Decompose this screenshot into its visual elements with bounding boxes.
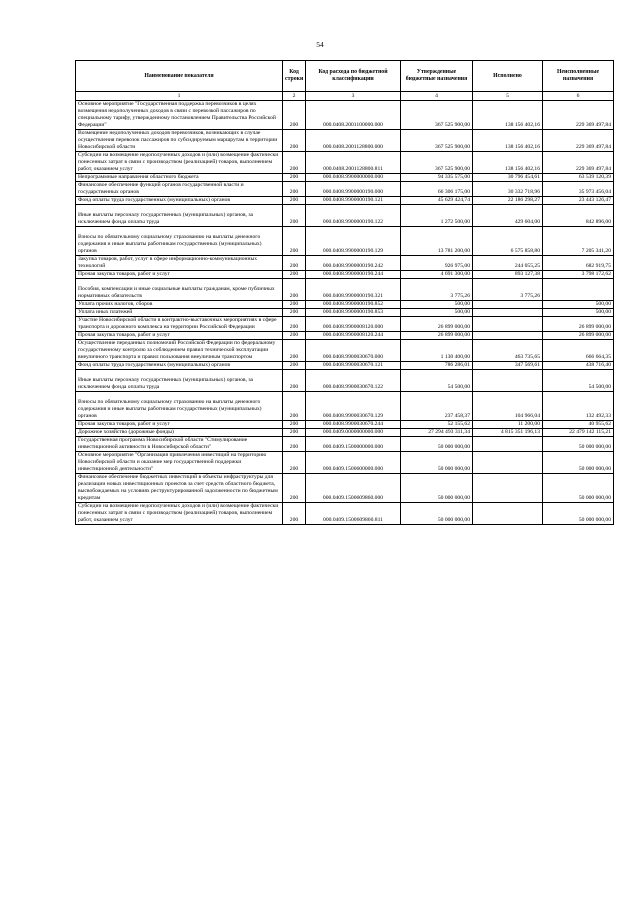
row-unexecuted: 229 369 497,84 [543,101,614,130]
row-approved: 367 525 900,00 [401,101,473,130]
row-code: 200 [283,370,306,392]
table-row [76,503,614,525]
row-approved: 50 000 000,00 [401,452,473,474]
table-row [76,279,614,301]
row-executed: 4 815 351 196,13 [473,429,543,437]
row-approved: 13 781 200,00 [401,227,473,256]
row-approved: 4 691 300,00 [401,271,473,279]
row-kbk: 000.0408.2001128800.811 [306,152,401,174]
table-body [76,101,614,525]
row-executed [473,452,543,474]
row-kbk: 000.0409.1500609860.000 [306,474,401,503]
header-kbk: Код расхода по бюджетной классификации [306,61,401,92]
row-approved: 237 458,37 [401,392,473,421]
row-name: Взносы по обязательному социальному страхованию на выплаты денежного содержания и иные выплаты работникам государственных (муниципальных) органов [76,392,283,421]
row-name: Возмещение недополученных доходов перевозчиков, возникающих в случае осуществления перевозок пассажиров по субсидируемым маршрутам в территории Новосибирской области [76,130,283,152]
table-row [76,317,614,332]
row-approved: 3 775,26 [401,279,473,301]
table-row [76,332,614,340]
row-kbk: 000.0408.9900000190.129 [306,227,401,256]
row-kbk: 000.0408.9900000190.122 [306,205,401,227]
row-name: Непрограммные направления областного бюджета [76,174,283,182]
row-approved: 50 000 000,00 [401,437,473,452]
row-executed [473,332,543,340]
row-executed [473,309,543,317]
table-row [76,130,614,152]
row-code: 200 [283,271,306,279]
row-executed [473,317,543,332]
row-executed: 347 569,61 [473,362,543,370]
row-kbk: 000.0408.9900000190.321 [306,279,401,301]
row-executed: 6 575 858,80 [473,227,543,256]
row-name: Осуществление переданных полномочий Российской Федерации по федеральному государственному контролю за соблюдением правил технической эксплуатации внеуличного транспорта и правил пользования внеуличным транспортом [76,340,283,362]
column-number: 2 [283,92,306,101]
row-kbk: 000.0408.2001100000.000 [306,101,401,130]
row-executed: 22 186 298,27 [473,197,543,205]
header-unexecuted: Неисполненные назначения [543,61,614,92]
row-unexecuted: 438 716,40 [543,362,614,370]
row-unexecuted: 40 955,62 [543,421,614,429]
row-name: Участие Новосибирской области в контрактно-выставочных мероприятиях в сфере транспорта и дорожного комплекса на территории Российской Федерации [76,317,283,332]
row-code: 200 [283,340,306,362]
row-unexecuted: 500,00 [543,301,614,309]
row-approved: 26 899 000,00 [401,332,473,340]
row-name: Фонд оплаты труда государственных (муниципальных) органов [76,197,283,205]
row-unexecuted: 842 896,00 [543,205,614,227]
row-unexecuted: 54 500,00 [543,370,614,392]
row-kbk: 000.0408.9900008120.000 [306,317,401,332]
row-executed [473,503,543,525]
table-header-row [76,61,614,92]
row-approved: 786 286,01 [401,362,473,370]
row-name: Финансовое обеспечение функций органов государственной власти и государственных органов [76,182,283,197]
row-code: 200 [283,279,306,301]
row-code: 200 [283,182,306,197]
row-name: Уплата иных платежей [76,309,283,317]
row-kbk: 000.0408.9900000190.852 [306,301,401,309]
row-unexecuted: 63 539 120,39 [543,174,614,182]
row-code: 200 [283,421,306,429]
row-approved: 500,00 [401,301,473,309]
table-row [76,370,614,392]
row-code: 200 [283,197,306,205]
table-row [76,197,614,205]
row-unexecuted: 229 369 497,84 [543,130,614,152]
row-code: 200 [283,101,306,130]
row-approved: 52 155,62 [401,421,473,429]
row-kbk: 000.0408.9900030670.244 [306,421,401,429]
row-kbk: 000.0408.9900000190.853 [306,309,401,317]
row-executed: 463 735,65 [473,340,543,362]
row-name: Иные выплаты персоналу государственных (муниципальных) органов, за исключением фонда оплаты труда [76,370,283,392]
column-number: 4 [401,92,473,101]
row-executed: 138 156 402,16 [473,130,543,152]
row-name: Финансовое обеспечение бюджетных инвестиций в объекты инфраструктуры для реализации новых инвестиционных проектов за счет средств областного бюджета, высвобождаемых на условиях реструктурированной задолженности по бюджетным кредитам [76,474,283,503]
table-row [76,474,614,503]
row-unexecuted: 7 205 341,20 [543,227,614,256]
row-unexecuted: 50 000 000,00 [543,503,614,525]
row-code: 200 [283,503,306,525]
row-code: 200 [283,309,306,317]
row-unexecuted: 50 000 000,00 [543,452,614,474]
row-kbk: 000.0408.9900030670.122 [306,370,401,392]
row-name: Государственная программа Новосибирской области "Стимулирование инвестиционной активности в Новосибирской области" [76,437,283,452]
row-kbk: 000.0408.9900000190.242 [306,256,401,271]
budget-execution-table [75,60,614,525]
row-kbk: 000.0408.9900030670.000 [306,340,401,362]
row-kbk: 000.0408.9900000000.000 [306,174,401,182]
row-executed: 30 332 718,96 [473,182,543,197]
row-unexecuted: 26 899 000,00 [543,317,614,332]
column-number: 5 [473,92,543,101]
row-executed: 3 775,26 [473,279,543,301]
row-name: Уплата прочих налогов, сборов [76,301,283,309]
row-name: Прочая закупка товаров, работ и услуг [76,421,283,429]
table-row [76,301,614,309]
row-name: Субсидии на возмещение недополученных доходов и (или) возмещение фактически понесенных затрат в связи с производством (реализацией) товаров, выполнением работ, оказанием услуг [76,152,283,174]
table-row [76,437,614,452]
row-unexecuted: 35 973 456,04 [543,182,614,197]
row-approved: 66 306 175,00 [401,182,473,197]
column-number: 6 [543,92,614,101]
row-kbk: 000.0409.0000000000.000 [306,429,401,437]
row-code: 200 [283,174,306,182]
row-name: Дорожное хозяйство (дорожные фонды) [76,429,283,437]
header-executed: Исполнено [473,61,543,92]
row-unexecuted: 50 000 000,00 [543,474,614,503]
column-number: 3 [306,92,401,101]
row-unexecuted [543,279,614,301]
row-unexecuted: 3 798 172,62 [543,271,614,279]
table-row [76,271,614,279]
row-kbk: 000.0409.1500609860.811 [306,503,401,525]
row-approved: 50 000 000,00 [401,474,473,503]
row-name: Субсидии на возмещение недополученных доходов и (или) возмещение фактически понесенных затрат в связи с производством (реализацией) товаров, выполнением работ, оказанием услуг [76,503,283,525]
row-executed: 138 156 402,16 [473,152,543,174]
row-unexecuted: 500,00 [543,309,614,317]
row-unexecuted: 23 443 126,47 [543,197,614,205]
table-row [76,362,614,370]
row-executed: 893 127,38 [473,271,543,279]
row-kbk: 000.0408.9900008120.244 [306,332,401,340]
row-executed: 138 156 402,16 [473,101,543,130]
row-approved: 1 272 500,00 [401,205,473,227]
row-approved: 54 500,00 [401,370,473,392]
row-code: 200 [283,452,306,474]
header-code: Код строки [283,61,306,92]
row-unexecuted: 26 899 000,00 [543,332,614,340]
row-code: 200 [283,130,306,152]
header-name: Наименование показателя [76,61,283,92]
row-code: 200 [283,301,306,309]
row-approved: 94 335 575,00 [401,174,473,182]
row-name: Иные выплаты персоналу государственных (муниципальных) органов, за исключением фонда оплаты труда [76,205,283,227]
row-kbk: 000.0408.9900030670.121 [306,362,401,370]
row-name: Прочая закупка товаров, работ и услуг [76,271,283,279]
row-code: 200 [283,317,306,332]
row-code: 200 [283,437,306,452]
column-number: 1 [76,92,283,101]
row-executed: 104 966,04 [473,392,543,421]
row-approved: 26 899 000,00 [401,317,473,332]
row-code: 200 [283,227,306,256]
row-code: 200 [283,392,306,421]
table-row [76,392,614,421]
row-executed [473,370,543,392]
row-unexecuted: 666 664,35 [543,340,614,362]
table-row [76,340,614,362]
row-executed [473,474,543,503]
table-row [76,256,614,271]
table-row [76,452,614,474]
row-code: 200 [283,429,306,437]
row-approved: 1 130 400,00 [401,340,473,362]
page-number: 54 [316,40,324,49]
row-code: 200 [283,362,306,370]
row-executed: 30 796 454,61 [473,174,543,182]
row-name: Пособия, компенсации и иные социальные выплаты гражданам, кроме публичных нормативных обязательств [76,279,283,301]
row-kbk: 000.0408.9900000190.000 [306,182,401,197]
row-approved: 45 629 424,74 [401,197,473,205]
row-code: 200 [283,474,306,503]
row-approved: 926 975,00 [401,256,473,271]
row-executed [473,301,543,309]
table-row [76,152,614,174]
header-approved: Утвержденные бюджетные назначения [401,61,473,92]
row-executed: 244 055,25 [473,256,543,271]
row-approved: 367 525 900,00 [401,130,473,152]
row-unexecuted: 682 919,75 [543,256,614,271]
row-unexecuted: 50 000 000,00 [543,437,614,452]
row-kbk: 000.0408.2001128800.000 [306,130,401,152]
row-kbk: 000.0408.9900000190.121 [306,197,401,205]
row-unexecuted: 229 369 497,84 [543,152,614,174]
row-kbk: 000.0408.9900030670.129 [306,392,401,421]
row-code: 200 [283,256,306,271]
row-code: 200 [283,152,306,174]
row-approved: 500,00 [401,309,473,317]
row-approved: 50 000 000,00 [401,503,473,525]
row-approved: 27 294 493 311,34 [401,429,473,437]
table-row [76,174,614,182]
row-executed [473,437,543,452]
row-name: Взносы по обязательному социальному страхованию на выплаты денежного содержания и иные выплаты работникам государственных (муниципальных) органов [76,227,283,256]
table-row [76,182,614,197]
table-row [76,227,614,256]
table-row [76,205,614,227]
column-number-row [76,92,614,101]
row-code: 200 [283,332,306,340]
row-executed: 429 604,00 [473,205,543,227]
row-code: 200 [283,205,306,227]
table-row [76,421,614,429]
row-name: Основное мероприятие "Государственная поддержка перевозчиков в целях возмещения недополученных доходов в связи с перевозкой пассажиров по специальному тарифу, утвержденному постановлением Правительства Российской Федерации" [76,101,283,130]
row-name: Фонд оплаты труда государственных (муниципальных) органов [76,362,283,370]
table-row [76,309,614,317]
row-name: Основное мероприятие "Организация привлечения инвестиций на территорию Новосибирской области и оказание мер государственной поддержки инвестиционной деятельности" [76,452,283,474]
row-kbk: 000.0408.9900000190.244 [306,271,401,279]
row-unexecuted: 22 479 142 115,21 [543,429,614,437]
row-name: Прочая закупка товаров, работ и услуг [76,332,283,340]
row-kbk: 000.0409.1500600000.000 [306,452,401,474]
row-name: Закупка товаров, работ, услуг в сфере информационно-коммуникационных технологий [76,256,283,271]
table-row [76,101,614,130]
table-row [76,429,614,437]
row-kbk: 000.0409.1500000000.000 [306,437,401,452]
row-executed: 11 200,00 [473,421,543,429]
row-unexecuted: 132 492,33 [543,392,614,421]
row-approved: 367 525 900,00 [401,152,473,174]
